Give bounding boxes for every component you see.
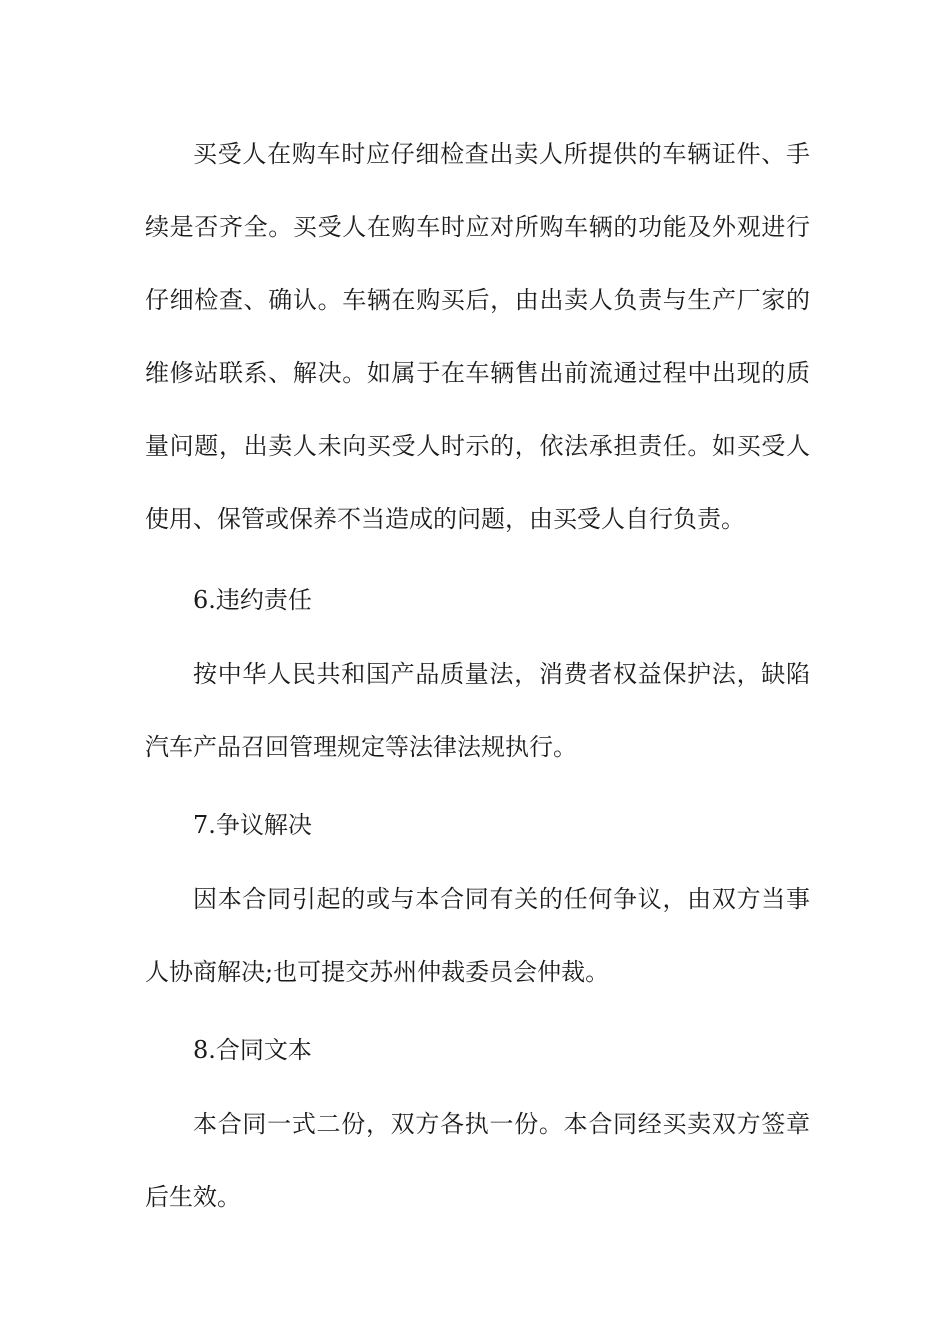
paragraph-liability-line-1: 按中华人民共和国产品质量法，消费者权益保护法，缺陷 [193,660,810,688]
paragraph-quality-line-2: 续是否齐全。买受人在购车时应对所购车辆的功能及外观进行 [145,213,810,241]
paragraph-quality-line-1: 买受人在购车时应仔细检查出卖人所提供的车辆证件、手 [193,140,810,168]
paragraph-dispute-line-2: 人协商解决;也可提交苏州仲裁委员会仲裁。 [145,958,610,986]
paragraph-liability-line-2: 汽车产品召回管理规定等法律法规执行。 [145,733,577,761]
section-heading-contract-text: 8.合同文本 [193,1036,312,1064]
section-heading-liability: 6.违约责任 [193,586,312,614]
section-heading-dispute: 7.争议解决 [193,811,312,839]
paragraph-quality-line-5: 量问题，出卖人未向买受人时示的，依法承担责任。如买受人 [145,432,810,460]
paragraph-quality-line-6: 使用、保管或保养不当造成的问题，由买受人自行负责。 [145,505,745,533]
paragraph-dispute-line-1: 因本合同引起的或与本合同有关的任何争议，由双方当事 [193,885,810,913]
paragraph-quality-line-4: 维修站联系、解决。如属于在车辆售出前流通过程中出现的质 [145,359,810,387]
paragraph-contract-text-line-2: 后生效。 [145,1183,241,1211]
paragraph-quality-line-3: 仔细检查、确认。车辆在购买后，由出卖人负责与生产厂家的 [145,286,810,314]
paragraph-contract-text-line-1: 本合同一式二份，双方各执一份。本合同经买卖双方签章 [193,1110,810,1138]
